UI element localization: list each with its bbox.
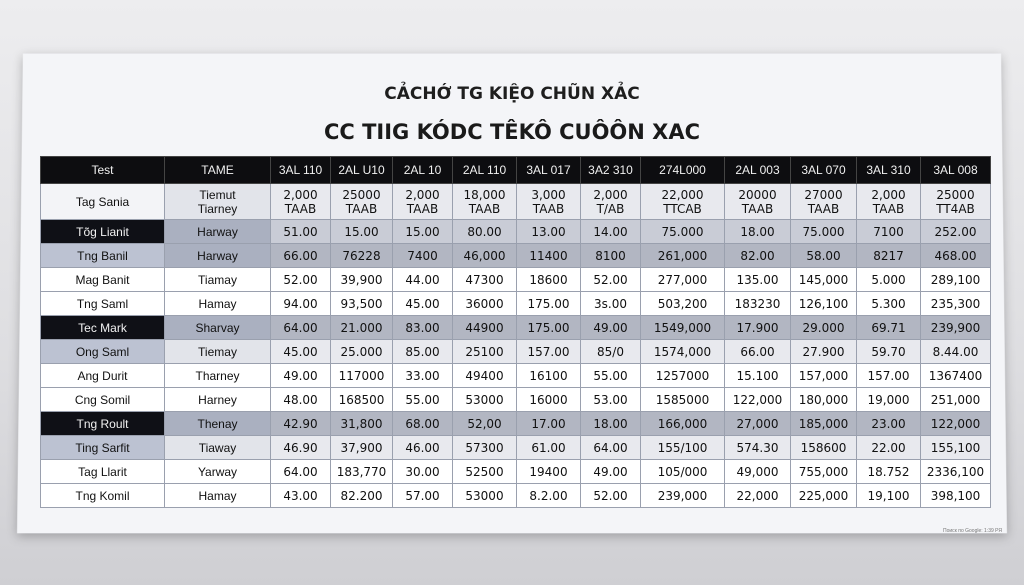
value-cell: 48.00 bbox=[271, 388, 331, 412]
row-name-cell: Tiaway bbox=[165, 436, 271, 460]
value-cell: 27,000 bbox=[725, 412, 791, 436]
value-cell: 49.00 bbox=[271, 364, 331, 388]
value-cell: 25.000 bbox=[331, 340, 393, 364]
value-cell: 27.900 bbox=[791, 340, 857, 364]
value-cell: 239,900 bbox=[921, 316, 991, 340]
row-category-cell: Ting Sarfit bbox=[41, 436, 165, 460]
value-cell: 251,000 bbox=[921, 388, 991, 412]
column-header: Test bbox=[41, 157, 165, 184]
value-cell: 19,100 bbox=[857, 484, 921, 508]
table-body bbox=[41, 184, 991, 508]
row-category-cell: Tng Banil bbox=[41, 244, 165, 268]
value-cell: 66.00 bbox=[725, 340, 791, 364]
row-category-cell: Tec Mark bbox=[41, 316, 165, 340]
value-cell: 21.000 bbox=[331, 316, 393, 340]
row-name-cell: Tiemut Tiarney bbox=[165, 184, 271, 220]
column-header: 2AL 003 bbox=[725, 157, 791, 184]
value-cell: 2336,100 bbox=[921, 460, 991, 484]
row-name-cell: Tharney bbox=[165, 364, 271, 388]
value-cell: 25100 bbox=[453, 340, 517, 364]
value-cell: 27000 TAAB bbox=[791, 184, 857, 220]
column-header: 3AL 110 bbox=[271, 157, 331, 184]
value-cell: 1549,000 bbox=[641, 316, 725, 340]
value-cell: 68.00 bbox=[393, 412, 453, 436]
column-header: TAME bbox=[165, 157, 271, 184]
value-cell: 61.00 bbox=[517, 436, 581, 460]
row-category-cell: Tõg Lianit bbox=[41, 220, 165, 244]
value-cell: 18.752 bbox=[857, 460, 921, 484]
value-cell: 145,000 bbox=[791, 268, 857, 292]
value-cell: 5.000 bbox=[857, 268, 921, 292]
value-cell: 22,000 bbox=[725, 484, 791, 508]
value-cell: 7400 bbox=[393, 244, 453, 268]
value-cell: 93,500 bbox=[331, 292, 393, 316]
value-cell: 33.00 bbox=[393, 364, 453, 388]
value-cell: 82.200 bbox=[331, 484, 393, 508]
row-category-cell: Cng Somil bbox=[41, 388, 165, 412]
value-cell: 122,000 bbox=[921, 412, 991, 436]
row-name-cell: Hamay bbox=[165, 292, 271, 316]
row-category-cell: Tag Sania bbox=[41, 184, 165, 220]
value-cell: 16000 bbox=[517, 388, 581, 412]
value-cell: 80.00 bbox=[453, 220, 517, 244]
value-cell: 45.00 bbox=[271, 340, 331, 364]
value-cell: 44900 bbox=[453, 316, 517, 340]
value-cell: 52,00 bbox=[453, 412, 517, 436]
row-category-cell: Tng Saml bbox=[41, 292, 165, 316]
row-name-cell: Yarway bbox=[165, 460, 271, 484]
value-cell: 157,000 bbox=[791, 364, 857, 388]
page-subtitle: CC TIIG KÓDC TÊKÔ CUÔÔN XAC bbox=[323, 120, 701, 144]
value-cell: 22,000 TTCAB bbox=[641, 184, 725, 220]
value-cell: 44.00 bbox=[393, 268, 453, 292]
value-cell: 17.900 bbox=[725, 316, 791, 340]
value-cell: 18,000 TAAB bbox=[453, 184, 517, 220]
value-cell: 31,800 bbox=[331, 412, 393, 436]
value-cell: 3,000 TAAB bbox=[517, 184, 581, 220]
column-header: 2AL U10 bbox=[331, 157, 393, 184]
value-cell: 398,100 bbox=[921, 484, 991, 508]
value-cell: 49400 bbox=[453, 364, 517, 388]
value-cell: 157.00 bbox=[857, 364, 921, 388]
value-cell: 94.00 bbox=[271, 292, 331, 316]
value-cell: 75.000 bbox=[791, 220, 857, 244]
row-category-cell: Ong Saml bbox=[41, 340, 165, 364]
value-cell: 46,000 bbox=[453, 244, 517, 268]
value-cell: 503,200 bbox=[641, 292, 725, 316]
value-cell: 30.00 bbox=[393, 460, 453, 484]
value-cell: 2,000 T/AB bbox=[581, 184, 641, 220]
value-cell: 64.00 bbox=[271, 316, 331, 340]
value-cell: 15.00 bbox=[331, 220, 393, 244]
value-cell: 25000 TT4AB bbox=[921, 184, 991, 220]
value-cell: 2,000 TAAB bbox=[393, 184, 453, 220]
value-cell: 20000 TAAB bbox=[725, 184, 791, 220]
table-row bbox=[41, 436, 991, 460]
value-cell: 155,100 bbox=[921, 436, 991, 460]
value-cell: 52.00 bbox=[581, 268, 641, 292]
table-row bbox=[41, 412, 991, 436]
table-row bbox=[41, 268, 991, 292]
row-name-cell: Harney bbox=[165, 388, 271, 412]
value-cell: 18.00 bbox=[725, 220, 791, 244]
value-cell: 57300 bbox=[453, 436, 517, 460]
column-header: 3AL 008 bbox=[921, 157, 991, 184]
value-cell: 468.00 bbox=[921, 244, 991, 268]
value-cell: 7100 bbox=[857, 220, 921, 244]
column-header: 274L000 bbox=[641, 157, 725, 184]
value-cell: 64.00 bbox=[581, 436, 641, 460]
value-cell: 277,000 bbox=[641, 268, 725, 292]
data-table bbox=[40, 156, 991, 508]
value-cell: 64.00 bbox=[271, 460, 331, 484]
column-header: 3AL 017 bbox=[517, 157, 581, 184]
row-name-cell: Tiemay bbox=[165, 340, 271, 364]
value-cell: 53000 bbox=[453, 388, 517, 412]
row-category-cell: Tag Llarit bbox=[41, 460, 165, 484]
value-cell: 2,000 TAAB bbox=[857, 184, 921, 220]
value-cell: 16100 bbox=[517, 364, 581, 388]
value-cell: 117000 bbox=[331, 364, 393, 388]
column-header: 3AL 070 bbox=[791, 157, 857, 184]
value-cell: 69.71 bbox=[857, 316, 921, 340]
value-cell: 49,000 bbox=[725, 460, 791, 484]
value-cell: 15.00 bbox=[393, 220, 453, 244]
table-row bbox=[41, 364, 991, 388]
value-cell: 43.00 bbox=[271, 484, 331, 508]
table-row bbox=[41, 316, 991, 340]
value-cell: 1574,000 bbox=[641, 340, 725, 364]
row-category-cell: Tng Komil bbox=[41, 484, 165, 508]
value-cell: 49.00 bbox=[581, 460, 641, 484]
value-cell: 18.00 bbox=[581, 412, 641, 436]
value-cell: 51.00 bbox=[271, 220, 331, 244]
value-cell: 126,100 bbox=[791, 292, 857, 316]
value-cell: 37,900 bbox=[331, 436, 393, 460]
value-cell: 157.00 bbox=[517, 340, 581, 364]
value-cell: 8.44.00 bbox=[921, 340, 991, 364]
value-cell: 252.00 bbox=[921, 220, 991, 244]
table-row bbox=[41, 184, 991, 220]
value-cell: 52.00 bbox=[581, 484, 641, 508]
table-row bbox=[41, 340, 991, 364]
value-cell: 168500 bbox=[331, 388, 393, 412]
value-cell: 47300 bbox=[453, 268, 517, 292]
value-cell: 18600 bbox=[517, 268, 581, 292]
footnote: Поиск по Google: 1:39 РЯ bbox=[943, 528, 1002, 534]
value-cell: 289,100 bbox=[921, 268, 991, 292]
row-category-cell: Tng Roult bbox=[41, 412, 165, 436]
value-cell: 58.00 bbox=[791, 244, 857, 268]
value-cell: 23.00 bbox=[857, 412, 921, 436]
value-cell: 19400 bbox=[517, 460, 581, 484]
value-cell: 1257000 bbox=[641, 364, 725, 388]
value-cell: 185,000 bbox=[791, 412, 857, 436]
table-row bbox=[41, 244, 991, 268]
value-cell: 15.100 bbox=[725, 364, 791, 388]
value-cell: 166,000 bbox=[641, 412, 725, 436]
column-header: 2AL 110 bbox=[453, 157, 517, 184]
value-cell: 11400 bbox=[517, 244, 581, 268]
table-row bbox=[41, 388, 991, 412]
row-name-cell: Harway bbox=[165, 244, 271, 268]
value-cell: 239,000 bbox=[641, 484, 725, 508]
value-cell: 82.00 bbox=[725, 244, 791, 268]
row-category-cell: Mag Banit bbox=[41, 268, 165, 292]
value-cell: 574.30 bbox=[725, 436, 791, 460]
value-cell: 135.00 bbox=[725, 268, 791, 292]
row-name-cell: Harway bbox=[165, 220, 271, 244]
row-name-cell: Sharvay bbox=[165, 316, 271, 340]
value-cell: 49.00 bbox=[581, 316, 641, 340]
page-title: CẢCHỚ TG KIỆO CHŨN XẢC bbox=[384, 84, 640, 104]
column-header: 3A2 310 bbox=[581, 157, 641, 184]
value-cell: 19,000 bbox=[857, 388, 921, 412]
value-cell: 13.00 bbox=[517, 220, 581, 244]
value-cell: 158600 bbox=[791, 436, 857, 460]
value-cell: 57.00 bbox=[393, 484, 453, 508]
value-cell: 122,000 bbox=[725, 388, 791, 412]
value-cell: 235,300 bbox=[921, 292, 991, 316]
value-cell: 25000 TAAB bbox=[331, 184, 393, 220]
table-row bbox=[41, 460, 991, 484]
value-cell: 45.00 bbox=[393, 292, 453, 316]
column-header: 2AL 10 bbox=[393, 157, 453, 184]
table-row bbox=[41, 484, 991, 508]
value-cell: 261,000 bbox=[641, 244, 725, 268]
value-cell: 8.2.00 bbox=[517, 484, 581, 508]
value-cell: 52500 bbox=[453, 460, 517, 484]
value-cell: 175.00 bbox=[517, 316, 581, 340]
value-cell: 155/100 bbox=[641, 436, 725, 460]
table-header-row bbox=[41, 157, 991, 184]
value-cell: 55.00 bbox=[393, 388, 453, 412]
value-cell: 36000 bbox=[453, 292, 517, 316]
value-cell: 175.00 bbox=[517, 292, 581, 316]
row-name-cell: Thenay bbox=[165, 412, 271, 436]
table-row bbox=[41, 292, 991, 316]
value-cell: 8100 bbox=[581, 244, 641, 268]
value-cell: 52.00 bbox=[271, 268, 331, 292]
value-cell: 105/000 bbox=[641, 460, 725, 484]
value-cell: 225,000 bbox=[791, 484, 857, 508]
value-cell: 85/0 bbox=[581, 340, 641, 364]
value-cell: 59.70 bbox=[857, 340, 921, 364]
value-cell: 42.90 bbox=[271, 412, 331, 436]
value-cell: 183230 bbox=[725, 292, 791, 316]
value-cell: 76228 bbox=[331, 244, 393, 268]
value-cell: 75.000 bbox=[641, 220, 725, 244]
value-cell: 183,770 bbox=[331, 460, 393, 484]
value-cell: 180,000 bbox=[791, 388, 857, 412]
row-name-cell: Tiamay bbox=[165, 268, 271, 292]
value-cell: 53000 bbox=[453, 484, 517, 508]
value-cell: 46.00 bbox=[393, 436, 453, 460]
value-cell: 83.00 bbox=[393, 316, 453, 340]
value-cell: 8217 bbox=[857, 244, 921, 268]
value-cell: 755,000 bbox=[791, 460, 857, 484]
value-cell: 39,900 bbox=[331, 268, 393, 292]
value-cell: 29.000 bbox=[791, 316, 857, 340]
value-cell: 22.00 bbox=[857, 436, 921, 460]
value-cell: 66.00 bbox=[271, 244, 331, 268]
value-cell: 14.00 bbox=[581, 220, 641, 244]
value-cell: 5.300 bbox=[857, 292, 921, 316]
column-header: 3AL 310 bbox=[857, 157, 921, 184]
value-cell: 2,000 TAAB bbox=[271, 184, 331, 220]
value-cell: 46.90 bbox=[271, 436, 331, 460]
table-row bbox=[41, 220, 991, 244]
value-cell: 85.00 bbox=[393, 340, 453, 364]
row-name-cell: Hamay bbox=[165, 484, 271, 508]
value-cell: 1367400 bbox=[921, 364, 991, 388]
value-cell: 55.00 bbox=[581, 364, 641, 388]
value-cell: 53.00 bbox=[581, 388, 641, 412]
row-category-cell: Ang Durit bbox=[41, 364, 165, 388]
value-cell: 3s.00 bbox=[581, 292, 641, 316]
value-cell: 1585000 bbox=[641, 388, 725, 412]
value-cell: 17.00 bbox=[517, 412, 581, 436]
